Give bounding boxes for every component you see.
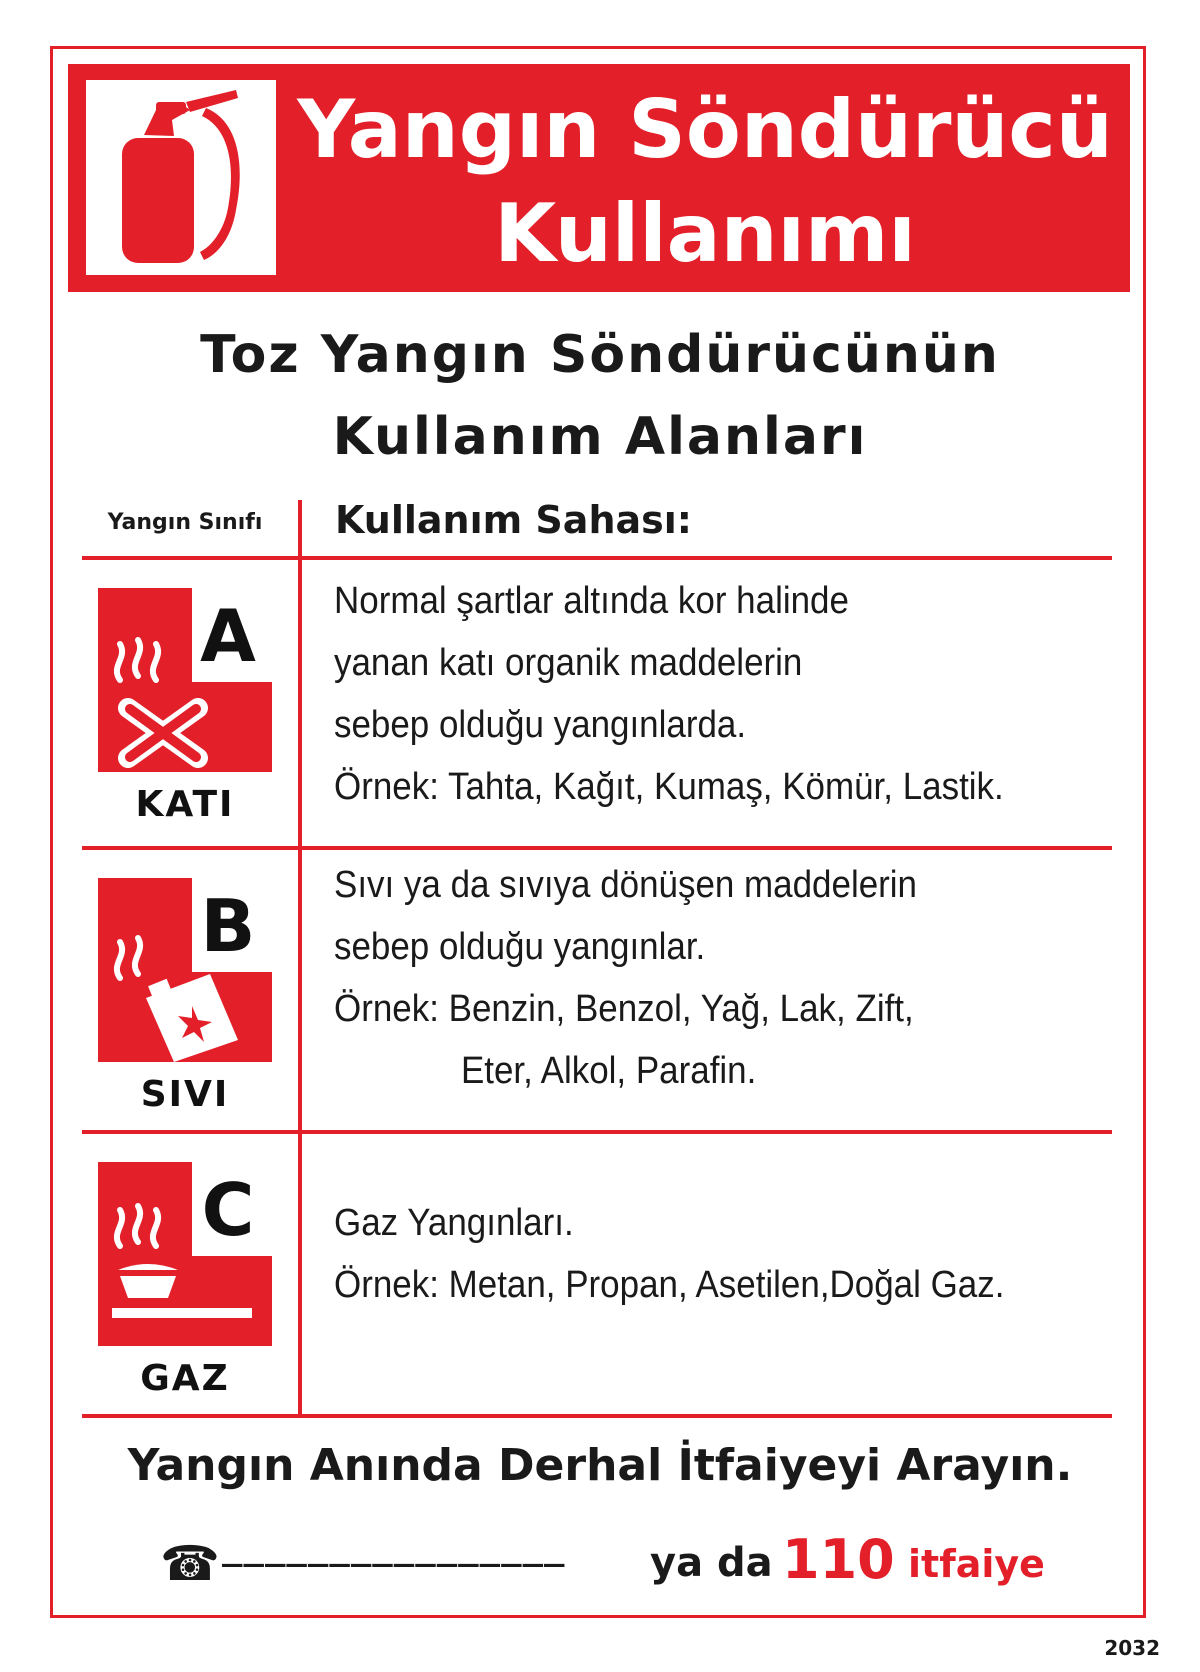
description-line: yanan katı organik maddelerin	[334, 642, 803, 684]
description-line: Örnek: Tahta, Kağıt, Kumaş, Kömür, Lastik.	[334, 766, 1004, 808]
description-line: sebep olduğu yangınlar.	[334, 926, 706, 968]
phone-line	[160, 1528, 1060, 1598]
description-line: sebep olduğu yangınlarda.	[334, 704, 747, 746]
table-bottom-divider	[82, 1414, 1112, 1418]
phone-number-blank: ________________	[222, 1528, 566, 1568]
subtitle	[70, 314, 1130, 478]
usage-area-header: Kullanım Sahası:	[335, 498, 692, 542]
class-c-description	[334, 1192, 1052, 1316]
fire-class-header: Yangın Sınıfı	[107, 510, 263, 535]
table-row-class-a	[82, 560, 1112, 846]
sign-code: 2032	[1104, 1636, 1160, 1660]
class-c-badge	[98, 1162, 272, 1346]
class-b-badge	[98, 878, 272, 1062]
fire-extinguisher-icon	[86, 80, 276, 275]
class-b-description	[334, 854, 1052, 1102]
class-c-label: GAZ	[140, 1358, 230, 1399]
emergency-service: itfaiye	[908, 1542, 1045, 1586]
class-b-label: SIVI	[140, 1074, 230, 1115]
class-a-badge	[98, 588, 272, 772]
emergency-number: 110	[782, 1528, 895, 1591]
telephone-icon: ☎	[160, 1536, 220, 1592]
description-line: Örnek: Metan, Propan, Asetilen,Doğal Gaz.	[334, 1264, 1005, 1306]
subtitle-line-1: Toz Yangın Söndürücünün	[200, 325, 1000, 385]
subtitle-line-2: Kullanım Alanları	[332, 407, 868, 467]
description-line: Normal şartlar altında kor halinde	[334, 580, 849, 622]
class-c-letter: C	[192, 1170, 264, 1248]
class-a-description	[334, 570, 1052, 818]
table-row-class-c	[82, 1134, 1112, 1414]
class-b-letter: B	[192, 886, 264, 964]
table-row-class-b	[82, 850, 1112, 1130]
description-line: Sıvı ya da sıvıya dönüşen maddelerin	[334, 864, 918, 906]
title-line-2: Kullanımı	[494, 187, 916, 280]
description-line: Gaz Yangınları.	[334, 1202, 574, 1244]
title-line-1: Yangın Söndürücü	[297, 83, 1113, 176]
call-fire-department-notice: Yangın Anında Derhal İtfaiyeyi Arayın.	[127, 1440, 1073, 1491]
or-text: ya da	[650, 1540, 773, 1586]
class-a-label: KATI	[135, 784, 235, 825]
sign-title	[290, 78, 1120, 286]
description-line: Eter, Alkol, Parafin.	[460, 1050, 757, 1092]
class-a-letter: A	[192, 596, 264, 674]
description-line: Örnek: Benzin, Benzol, Yağ, Lak, Zift,	[334, 988, 914, 1030]
